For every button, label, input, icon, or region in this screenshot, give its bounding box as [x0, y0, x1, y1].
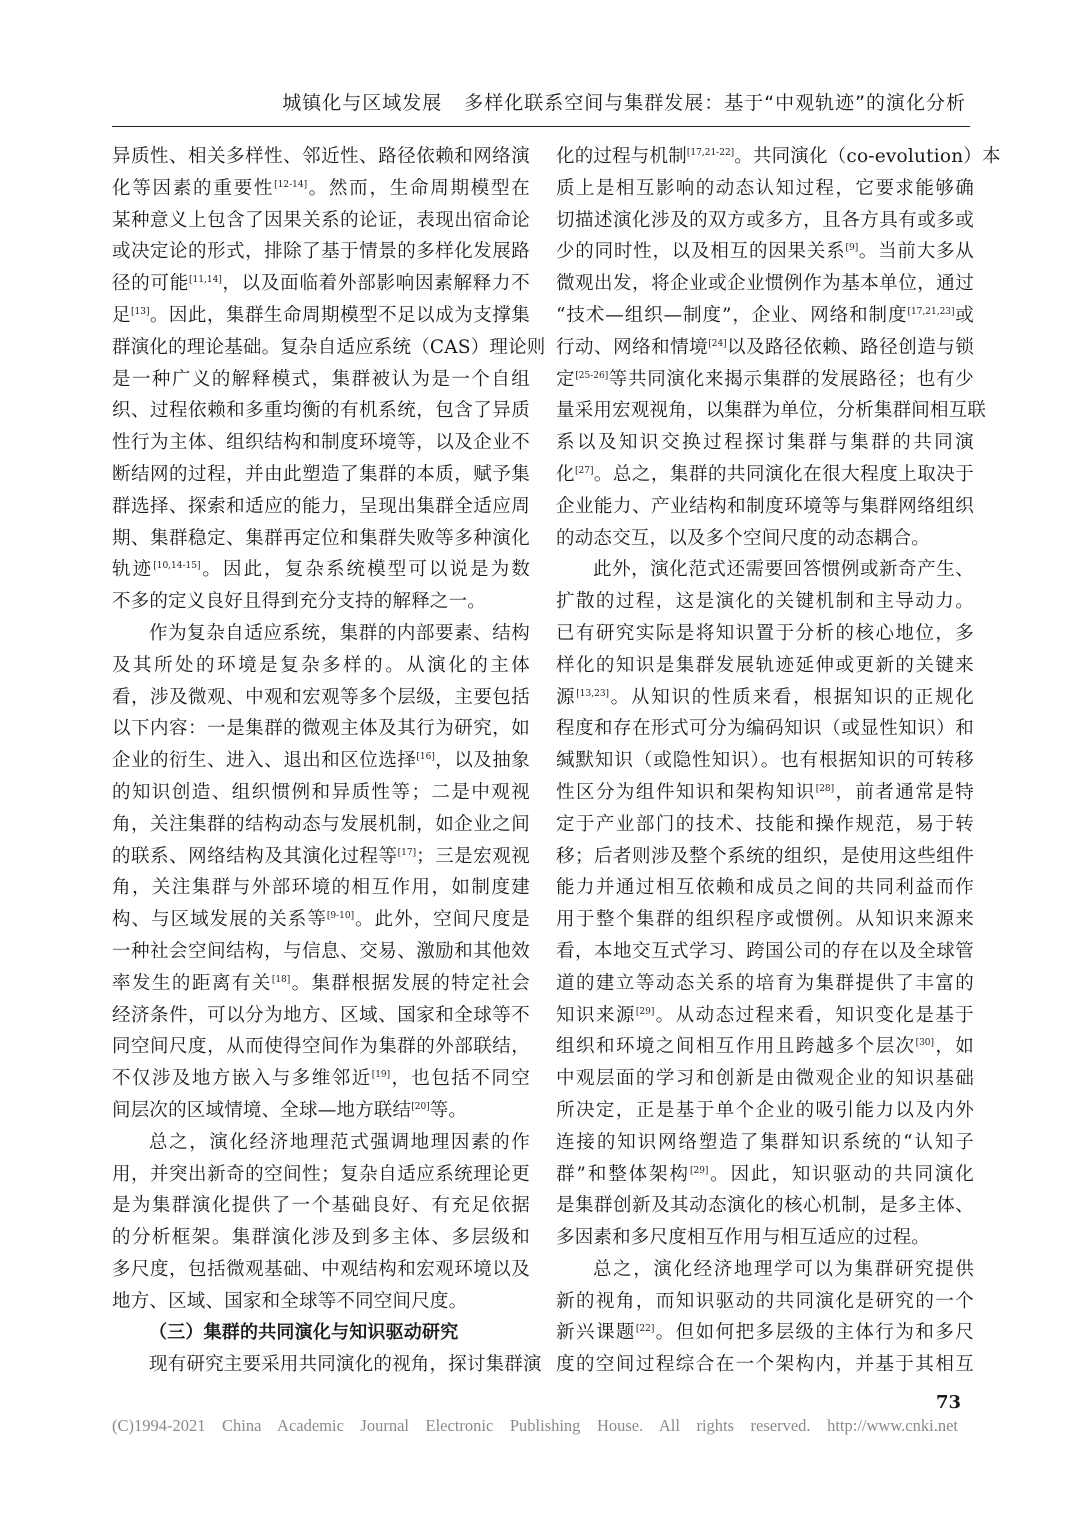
text-line	[556, 1159, 974, 1191]
text-line	[112, 332, 546, 364]
text-run: 道的建立等动态关系的培育为集群提供了丰富的	[556, 972, 974, 994]
text-line	[112, 523, 530, 555]
citation-ref: [9]	[845, 243, 859, 254]
text-run: 同空间尺度，从而使得空间作为集群的外部联结，	[112, 1036, 530, 1058]
text-line	[556, 713, 974, 745]
text-run: 期、集群稳定、集群再定位和集群失败等多种演化	[112, 527, 530, 549]
article-title: 多样化联系空间与集群发展：基于“中观轨迹”的演化分析	[464, 92, 966, 114]
text-run: 看，本地交互式学习、跨国公司的存在以及全球管	[556, 940, 974, 962]
text-run: 少的同时性，以及相互的因果关系	[556, 241, 846, 263]
text-run: 度的空间过程综合在一个架构内，并基于其相互	[556, 1354, 974, 1376]
text-run: 。从知识的性质来看，根据知识的正规化	[609, 686, 974, 708]
citation-ref: [27]	[575, 465, 594, 476]
text-line	[556, 809, 974, 841]
citation-ref: [19]	[371, 1069, 391, 1080]
text-line	[112, 1286, 530, 1318]
text-line	[112, 1095, 530, 1127]
text-run: 不仅涉及地方嵌入与多维邻近	[112, 1068, 372, 1090]
text-run: 化的过程与机制	[556, 146, 687, 167]
text-line	[112, 364, 530, 396]
citation-ref: [24]	[708, 338, 727, 349]
text-run: 角，关注集群的结构动态与发展机制，如企业之间	[112, 813, 530, 835]
text-line	[112, 586, 530, 618]
text-run: 新的视角，而知识驱动的共同演化是研究的一个	[556, 1290, 974, 1312]
citation-ref: [30]	[915, 1038, 935, 1049]
text-line	[112, 968, 530, 1000]
text-line	[112, 427, 530, 459]
text-line	[112, 1222, 530, 1254]
text-run: 是为集群演化提供了一个基础良好、有充足依据	[112, 1195, 530, 1217]
text-line	[556, 936, 974, 968]
citation-ref: [29]	[635, 1006, 655, 1017]
text-line	[556, 300, 974, 332]
text-line	[556, 1063, 974, 1095]
text-run: ，也包括不同空	[390, 1068, 530, 1090]
citation-ref: [17,21-22]	[686, 147, 735, 158]
text-line	[556, 364, 974, 396]
text-run: 质上是相互影响的动态认知过程，它要求能够确	[556, 177, 974, 199]
text-line	[556, 1286, 974, 1318]
text-run: 样化的知识是集群发展轨迹延伸或更新的关键来	[556, 654, 974, 676]
text-run: 等共同演化来揭示集群的发展路径；也有少	[608, 368, 975, 390]
text-run: 角，关注集群与外部环境的相互作用，如制度建	[112, 877, 530, 899]
text-line	[112, 1159, 530, 1191]
text-line	[112, 205, 530, 237]
text-line	[112, 713, 530, 745]
text-run: 已有研究实际是将知识置于分析的核心地位，多	[556, 622, 974, 644]
text-run: 。总之，集群的共同演化在很大程度上取决于	[593, 463, 974, 485]
text-run: 企业能力、产业结构和制度环境等与集群网络组织	[556, 495, 974, 517]
text-line	[556, 1031, 974, 1063]
text-run: 微观出发，将企业或企业惯例作为基本单位，通过	[556, 273, 974, 295]
text-line	[556, 554, 974, 586]
text-line	[556, 1127, 974, 1159]
text-line	[112, 395, 530, 427]
text-run: 。因此，集群生命周期模型不足以成为支撑集	[149, 304, 530, 326]
text-line	[556, 427, 974, 459]
text-line	[556, 968, 974, 1000]
page-number: 73	[936, 1392, 962, 1413]
text-line	[556, 841, 974, 873]
text-line	[556, 205, 974, 237]
text-run: “技术—组织—制度”，企业、网络和制度	[556, 304, 908, 326]
text-run: 构、与区域发展的关系等	[112, 909, 327, 931]
text-line	[556, 268, 974, 300]
text-run: 行动、网络和情境	[556, 336, 709, 358]
text-run: 程度和存在形式可分为编码知识（或显性知识）和	[556, 718, 974, 740]
text-run: 总之，演化经济地理学可以为集群研究提供	[593, 1258, 974, 1280]
text-run: 或决定论的形式，排除了基于情景的多样化发展路	[112, 241, 530, 263]
text-line	[556, 650, 974, 682]
text-run: 某种意义上包含了因果关系的论证，表现出宿命论	[112, 209, 530, 231]
citation-ref: [13,23]	[576, 688, 610, 699]
text-run: 企业的衍生、进入、退出和区位选择	[112, 750, 417, 772]
text-line	[556, 332, 974, 364]
text-line	[556, 236, 974, 268]
text-run: 现有研究主要采用共同演化的视角，探讨集群演	[149, 1354, 542, 1376]
text-line	[112, 841, 530, 873]
text-run: 的联系、网络结构及其演化过程等	[112, 845, 398, 867]
text-run: 。但如何把多层级的主体行为和多尺	[654, 1322, 974, 1344]
text-line	[112, 491, 530, 523]
text-run: 。从动态过程来看，知识变化是基于	[654, 1004, 974, 1026]
text-run: 定	[556, 368, 576, 390]
text-line	[112, 872, 530, 904]
text-run: 及其所处的环境是复杂多样的。从演化的主体	[112, 654, 530, 676]
text-run: 群演化的理论基础。复杂自适应系统（CAS）理论则	[112, 336, 546, 358]
text-line	[112, 618, 530, 650]
text-run: 以下内容：一是集群的微观主体及其行为研究，如	[112, 718, 530, 740]
text-run: 作为复杂自适应系统，集群的内部要素、结构	[149, 622, 530, 644]
text-line	[556, 1254, 974, 1286]
text-run: 径的可能	[112, 273, 190, 295]
text-line	[112, 1063, 530, 1095]
text-run: 系以及知识交换过程探讨集群与集群的共同演	[556, 432, 974, 454]
text-run: 用，并突出新奇的空间性；复杂自适应系统理论更	[112, 1163, 530, 1185]
text-run: （三）集群的共同演化与知识驱动研究	[149, 1322, 459, 1344]
text-run: 能力并通过相互依赖和成员之间的共同利益而作	[556, 877, 974, 899]
text-run: 多因素和多尺度相互作用与相互适应的过程。	[556, 1227, 931, 1249]
text-run: 。因此，知识驱动的共同演化	[708, 1163, 974, 1185]
text-line	[556, 1349, 974, 1381]
journal-section: 城镇化与区域发展	[282, 92, 443, 114]
text-line	[112, 1190, 530, 1222]
citation-ref: [17,21,23]	[907, 306, 955, 317]
text-run: 足	[112, 304, 132, 326]
citation-ref: [29]	[689, 1165, 709, 1176]
text-line	[556, 1317, 974, 1349]
citation-ref: [10,14-15]	[153, 561, 201, 572]
text-line	[556, 1222, 974, 1254]
text-line	[556, 491, 974, 523]
text-line	[112, 682, 530, 714]
text-run: 。集群根据发展的特定社会	[290, 972, 530, 994]
text-run: 等。	[429, 1099, 468, 1121]
text-run: 性行为主体、组织结构和制度环境等，以及企业不	[112, 432, 530, 454]
text-line	[556, 682, 974, 714]
right-column	[556, 141, 1001, 1381]
text-run: 所决定，正是基于单个企业的吸引能力以及内外	[556, 1099, 974, 1121]
text-run: 或	[954, 304, 974, 326]
text-run: 是集群创新及其动态演化的核心机制，是多主体、	[556, 1195, 974, 1217]
text-run: 织、过程依赖和多重均衡的有机系统，包含了异质	[112, 400, 530, 422]
text-line	[112, 459, 530, 491]
text-run: ，以及抽象	[434, 750, 530, 772]
text-run: 总之，演化经济地理范式强调地理因素的作	[149, 1131, 530, 1153]
text-line	[112, 141, 530, 173]
text-line	[556, 1190, 974, 1222]
text-line	[112, 173, 530, 205]
text-run: 此外，演化范式还需要回答惯例或新奇产生、	[593, 559, 974, 581]
text-run: 化	[556, 463, 576, 485]
text-line	[556, 745, 974, 777]
text-line	[556, 141, 1001, 173]
text-run: 一种社会空间结构，与信息、交易、激励和其他效	[112, 940, 530, 962]
text-line	[112, 236, 530, 268]
text-line	[556, 173, 974, 205]
text-line	[556, 1000, 974, 1032]
text-line	[556, 523, 974, 555]
text-run: 新兴课题	[556, 1322, 636, 1344]
text-run: 。此外，空间尺度是	[354, 909, 530, 931]
citation-ref: [17]	[397, 847, 417, 858]
text-run: 经济条件，可以分为地方、区域、国家和全球等不	[112, 1004, 530, 1026]
text-run: 性区分为组件知识和架构知识	[556, 781, 816, 803]
text-run: 的知识创造、组织惯例和异质性等；二是中观视	[112, 781, 530, 803]
text-run: 的分析框架。集群演化涉及到多主体、多层级和	[112, 1227, 530, 1249]
text-run: 群”和整体架构	[556, 1163, 690, 1185]
text-line	[112, 745, 530, 777]
citation-ref: [13]	[131, 306, 150, 317]
text-line	[556, 777, 974, 809]
text-run: 地方、区域、国家和全球等不同空间尺度。	[112, 1290, 468, 1312]
text-line	[556, 586, 974, 618]
text-run: 轨迹	[112, 559, 154, 581]
text-run: 间层次的区域情境、全球—地方联结	[112, 1099, 412, 1121]
citation-ref: [16]	[416, 751, 435, 762]
section-heading	[112, 1317, 530, 1349]
text-run: ，前者通常是特	[834, 781, 974, 803]
text-run: ；三是宏观视	[416, 845, 530, 867]
text-run: 知识来源	[556, 1004, 636, 1026]
text-run: 化等因素的重要性	[112, 177, 275, 199]
text-run: 率发生的距离有关	[112, 972, 272, 994]
text-line	[112, 1000, 530, 1032]
text-run: 移；后者则涉及整个系统的组织，是使用这些组件	[556, 845, 974, 867]
text-line	[112, 809, 530, 841]
text-run: 。当前大多从	[858, 241, 974, 263]
text-run: 异质性、相关多样性、邻近性、路径依赖和网络演	[112, 146, 530, 167]
text-run: ，以及面临着外部影响因素解释力不	[221, 273, 530, 295]
text-run: 是一种广义的解释模式，集群被认为是一个自组	[112, 368, 530, 390]
text-run: 缄默知识（或隐性知识）。也有根据知识的可转移	[556, 750, 974, 772]
text-line	[556, 904, 974, 936]
text-line	[556, 872, 974, 904]
text-run: 看，涉及微观、中观和宏观等多个层级，主要包括	[112, 686, 530, 708]
text-run: 。共同演化（co-evolution）本	[734, 146, 1001, 167]
citation-ref: [9-10]	[326, 910, 355, 921]
text-run: 量采用宏观视角，以集群为单位，分析集群间相互联	[556, 400, 987, 422]
citation-ref: [28]	[815, 783, 835, 794]
header-rule	[112, 126, 970, 127]
text-run: 以及路径依赖、路径创造与锁	[726, 336, 974, 358]
text-run: 断结网的过程，并由此塑造了集群的本质，赋予集	[112, 463, 530, 485]
text-run: 扩散的过程，这是演化的关键机制和主导动力。	[556, 591, 974, 613]
text-line	[556, 1095, 974, 1127]
text-run: 定于产业部门的技术、技能和操作规范，易于转	[556, 813, 974, 835]
text-run: 连接的知识网络塑造了集群知识系统的“认知子	[556, 1131, 974, 1153]
text-run: 多尺度，包括微观基础、中观结构和宏观环境以及	[112, 1258, 530, 1280]
text-run: 。然而，生命周期模型在	[307, 177, 531, 199]
citation-ref: [25-26]	[575, 370, 609, 381]
text-run: 组织和环境之间相互作用且跨越多个层次	[556, 1036, 916, 1058]
text-line	[112, 268, 530, 300]
running-head	[0, 88, 966, 115]
text-line	[112, 1127, 530, 1159]
text-run: 。因此，复杂系统模型可以说是为数	[200, 559, 531, 581]
text-line	[556, 618, 974, 650]
citation-ref: [22]	[635, 1324, 655, 1335]
text-line	[112, 1254, 530, 1286]
text-line	[112, 1349, 542, 1381]
text-run: 中观层面的学习和创新是由微观企业的知识基础	[556, 1068, 974, 1090]
text-run: 群选择、探索和适应的能力，呈现出集群全适应周	[112, 495, 530, 517]
text-line	[112, 777, 530, 809]
text-run: 不多的定义良好且得到充分支持的解释之一。	[112, 591, 487, 613]
text-run: 源	[556, 686, 577, 708]
text-line	[112, 1031, 530, 1063]
text-line	[112, 904, 530, 936]
copyright-notice: (C)1994-2021 China Academic Journal Electronic Publishing House. All rights reserved. http://www.cnki.net	[112, 1416, 958, 1435]
citation-ref: [20]	[411, 1101, 430, 1112]
text-run: 用于整个集群的组织程序或惯例。从知识来源来	[556, 909, 974, 931]
text-line	[556, 395, 987, 427]
text-run: 切描述演化涉及的双方或多方，且各方具有或多或	[556, 209, 974, 231]
citation-ref: [18]	[271, 974, 291, 985]
text-line	[112, 650, 530, 682]
text-line	[556, 459, 974, 491]
text-line	[112, 936, 530, 968]
citation-ref: [11,14]	[189, 275, 222, 286]
text-run: ，如	[934, 1036, 974, 1058]
left-column	[112, 141, 546, 1381]
text-line	[112, 300, 530, 332]
text-line	[112, 554, 530, 586]
citation-ref: [12-14]	[274, 179, 308, 190]
text-run: 的动态交互，以及多个空间尺度的动态耦合。	[556, 527, 931, 549]
